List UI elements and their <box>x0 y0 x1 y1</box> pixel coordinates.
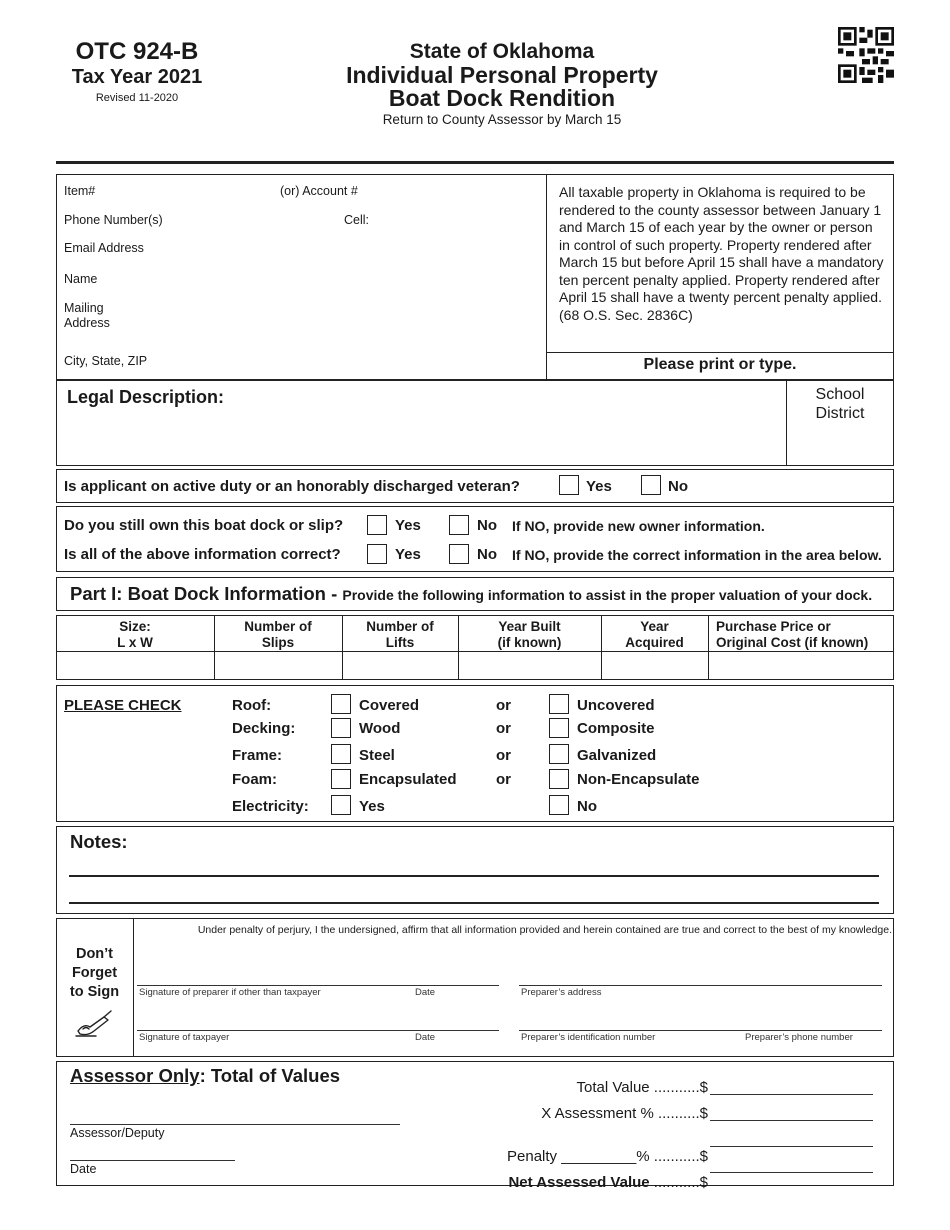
tax-year: Tax Year 2021 <box>71 66 203 88</box>
foam-encapsulated-checkbox[interactable] <box>331 769 351 789</box>
option-b-label: Uncovered <box>577 697 655 714</box>
info-correct-question: Is all of the above information correct? <box>64 546 341 563</box>
veteran-no-checkbox[interactable] <box>641 475 661 495</box>
penalty-dots: ...........$ <box>649 1148 708 1165</box>
form-title-line2: Boat Dock Rendition <box>388 85 616 111</box>
roof-covered-checkbox[interactable] <box>331 694 351 714</box>
option-b-label: No <box>577 798 597 815</box>
option-b-label: Galvanized <box>577 747 657 764</box>
notes-line-2[interactable] <box>69 902 879 904</box>
info-correct-yes-checkbox[interactable] <box>367 544 387 564</box>
preparer-signature-line[interactable] <box>137 985 499 986</box>
phone-label: Phone Number(s) <box>64 213 163 227</box>
decking-composite-checkbox[interactable] <box>549 718 569 738</box>
veteran-no-label: No <box>668 478 688 495</box>
still-own-note: If NO, provide new owner information. <box>512 518 765 534</box>
assessment-field[interactable] <box>710 1120 873 1121</box>
revised-date: Revised 11-2020 <box>95 92 179 104</box>
part1-title-line <box>70 583 872 605</box>
info-correct-no-label: No <box>477 546 497 563</box>
preparer-address-label: Preparer’s address <box>521 987 602 998</box>
assessor-title-underlined: Assessor Only <box>70 1065 200 1086</box>
account-label: (or) Account # <box>280 184 358 198</box>
check-row-name: Roof: <box>232 697 272 714</box>
notes-line-1[interactable] <box>69 875 879 877</box>
sign-reminder <box>56 945 133 1002</box>
header-rule <box>56 161 894 164</box>
check-row-name: Frame: <box>232 747 283 764</box>
form-title-line1: Individual Personal Property <box>346 62 658 88</box>
col-slips-header: Number of Slips <box>244 619 312 650</box>
net-assessed-label <box>480 1157 708 1191</box>
preparer-phone-label: Preparer’s phone number <box>745 1032 853 1043</box>
option-a-label: Wood <box>359 720 401 737</box>
veteran-question: Is applicant on active duty or an honorably discharged veteran? <box>64 478 520 495</box>
mailing-label-1: Mailing <box>64 301 104 315</box>
veteran-yes-label: Yes <box>586 478 612 495</box>
option-a-label: Covered <box>359 697 420 714</box>
option-b-label: Composite <box>577 720 655 737</box>
part1-title: Part I: Boat Dock Information - <box>70 583 343 604</box>
frame-steel-checkbox[interactable] <box>331 744 351 764</box>
veteran-yes-checkbox[interactable] <box>559 475 579 495</box>
print-note-divider <box>546 352 894 353</box>
email-label: Email Address <box>64 241 144 255</box>
info-correct-note: If NO, provide the correct information in the area below. <box>512 547 882 563</box>
still-own-yes-checkbox[interactable] <box>367 515 387 535</box>
return-note: Return to County Assessor by March 15 <box>382 112 622 127</box>
check-row-name: Foam: <box>232 771 277 788</box>
assessor-deputy-label: Assessor/Deputy <box>70 1126 165 1140</box>
net-assessed-field[interactable] <box>710 1172 873 1173</box>
notes-label: Notes: <box>70 831 128 852</box>
sign-reminder-line: Don’t <box>75 946 114 962</box>
still-own-yes-label: Yes <box>395 517 421 534</box>
option-a-label: Encapsulated <box>359 771 457 788</box>
electricity-no-checkbox[interactable] <box>549 795 569 815</box>
option-b-label: Non-Encapsulate <box>577 771 700 788</box>
taxpayer-signature-line[interactable] <box>137 1030 499 1031</box>
signature-divider <box>133 918 134 1057</box>
frame-galvanized-checkbox[interactable] <box>549 744 569 764</box>
state-name: State of Oklahoma <box>409 40 595 63</box>
info-correct-no-checkbox[interactable] <box>449 544 469 564</box>
still-own-no-checkbox[interactable] <box>449 515 469 535</box>
option-a-label: Steel <box>359 747 395 764</box>
col-size-header: Size: L x W <box>117 619 153 650</box>
assessor-title-rest: : Total of Values <box>199 1065 341 1086</box>
col-year-built-header: Year Built (if known) <box>497 619 562 650</box>
mailing-label-2: Address <box>64 316 110 330</box>
option-a-label: Yes <box>359 798 385 815</box>
col-lifts-header: Number of Lifts <box>366 619 434 650</box>
city-label: City, State, ZIP <box>64 354 148 368</box>
col-purchase-price-header: Purchase Price or Original Cost (if known) <box>716 619 869 650</box>
owner-notice-divider <box>546 174 547 380</box>
dock-table-header-rule <box>56 651 894 652</box>
preparer-id-label: Preparer’s identification number <box>521 1032 656 1043</box>
check-row-name: Electricity: <box>232 798 309 815</box>
check-row-name: Decking: <box>232 720 296 737</box>
foam-non-encapsulate-checkbox[interactable] <box>549 769 569 789</box>
taxpayer-date-label: Date <box>415 1032 436 1043</box>
penalty-percent-label: Penalty _________% <box>507 1148 650 1165</box>
roof-uncovered-checkbox[interactable] <box>549 694 569 714</box>
sign-reminder-line: Forget <box>71 965 118 981</box>
net-assessed-value-label: Net Assessed Value <box>508 1174 650 1191</box>
item-label: Item# <box>64 184 96 198</box>
total-value-label: Total Value ...........$ <box>576 1079 708 1096</box>
assessor-date-label: Date <box>70 1162 97 1176</box>
preparer-date-label: Date <box>415 987 436 998</box>
sign-reminder-line: to Sign <box>69 984 120 1000</box>
assessment-label: X Assessment % ..........$ <box>541 1105 708 1122</box>
still-own-no-label: No <box>477 517 497 534</box>
preparer-id-line[interactable] <box>519 1030 882 1031</box>
assessor-date-line[interactable] <box>70 1160 235 1161</box>
or-label: or <box>496 720 511 737</box>
name-label: Name <box>64 272 98 286</box>
or-label: or <box>496 697 511 714</box>
or-label: or <box>496 771 511 788</box>
notes-section <box>56 826 894 914</box>
school-label-1: School <box>815 386 865 403</box>
total-value-field[interactable] <box>710 1094 873 1095</box>
penalty-field[interactable] <box>710 1146 873 1147</box>
dock-table-col-divider <box>708 615 709 680</box>
col-year-acquired-header: Year Acquired <box>625 619 684 650</box>
preparer-signature-label: Signature of preparer if other than taxpayer <box>139 987 321 998</box>
legal-description-label: Legal Description: <box>67 387 225 407</box>
part1-subtitle: Provide the following information to assist in the proper valuation of your dock. <box>342 587 873 603</box>
print-note: Please print or type. <box>643 356 797 373</box>
net-assessed-dots: ...........$ <box>649 1174 708 1191</box>
assessor-title <box>70 1065 340 1087</box>
still-own-question: Do you still own this boat dock or slip? <box>64 517 344 534</box>
rendition-notice: All taxable property in Oklahoma is required to be rendered to the county assessor between January 1 and March 15 of each year by the owner or person in control of such property. Property rendered after March 15 but before April 15 shall have a mandatory ten percent penalty applied. Property rendered after April 15 shall have a twenty percent penalty applied. (68 O.S. Sec. 2836C) <box>559 184 884 323</box>
electricity-yes-checkbox[interactable] <box>331 795 351 815</box>
cell-label: Cell: <box>344 213 370 227</box>
preparer-address-line[interactable] <box>519 985 882 986</box>
info-correct-yes-label: Yes <box>395 546 421 563</box>
perjury-statement: Under penalty of perjury, I the undersigned, affirm that all information provided and herein contained are true and correct to the best of my knowledge. <box>197 924 892 936</box>
qr-code-icon <box>838 27 894 83</box>
taxpayer-signature-label: Signature of taxpayer <box>139 1032 230 1043</box>
decking-wood-checkbox[interactable] <box>331 718 351 738</box>
pen-hand-icon <box>74 1009 114 1039</box>
please-check-label: PLEASE CHECK <box>64 697 182 714</box>
school-label-2: District <box>815 405 865 422</box>
form-number: OTC 924-B <box>75 38 199 65</box>
or-label: or <box>496 747 511 764</box>
assessor-deputy-line[interactable] <box>70 1124 400 1125</box>
